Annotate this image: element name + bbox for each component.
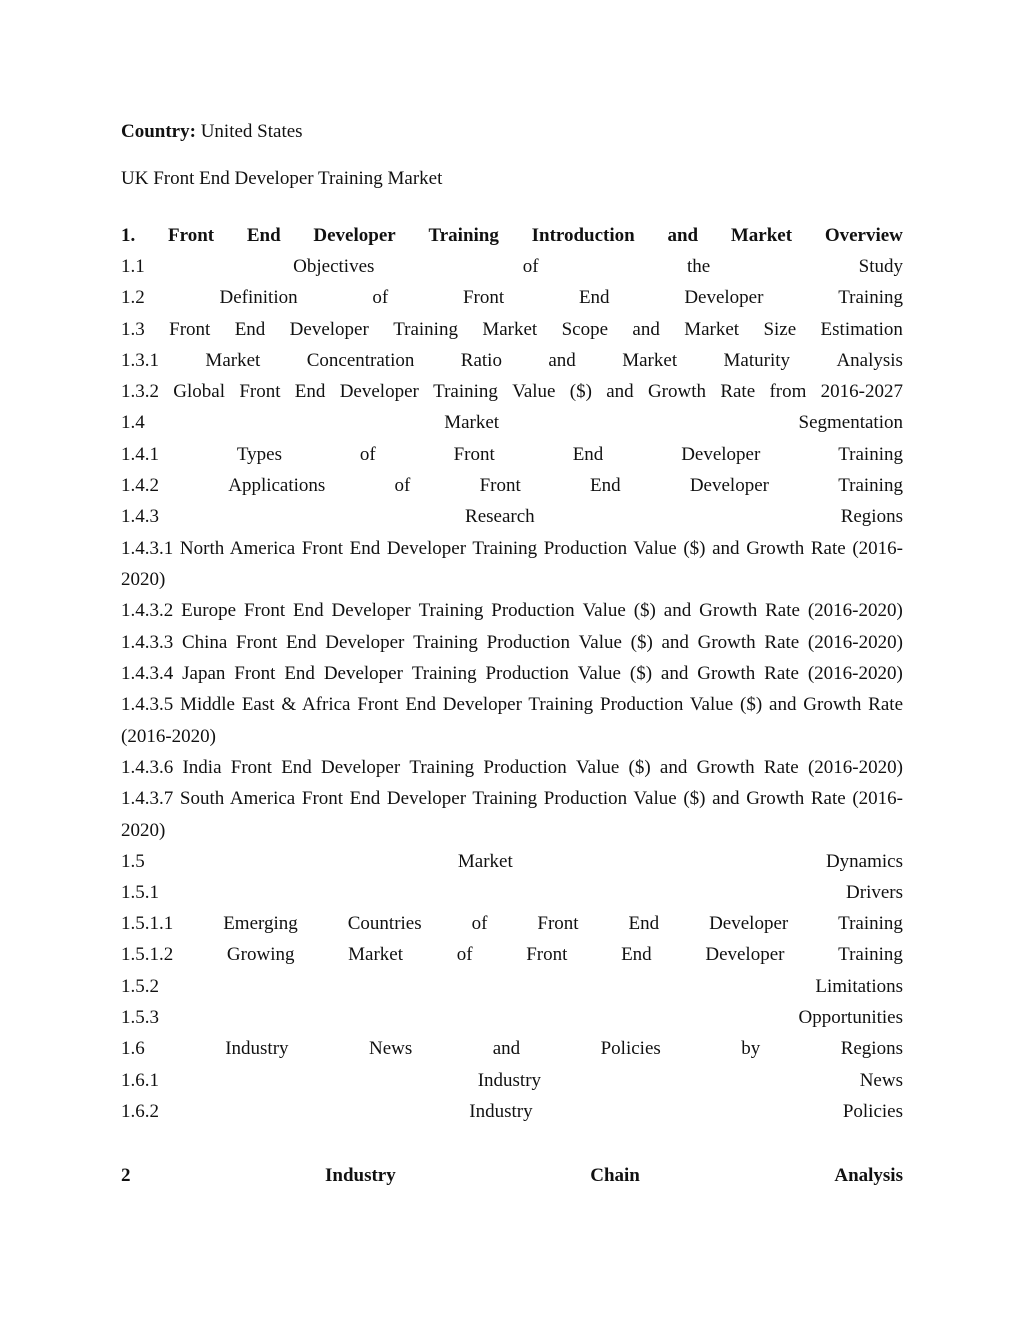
toc-word: Types — [236, 443, 282, 465]
toc-word: Market — [205, 349, 261, 371]
toc-word: End — [246, 224, 281, 246]
toc-word: Market — [622, 349, 678, 371]
toc-word: News — [859, 1069, 903, 1091]
toc-word: 1.5.1.2 — [121, 944, 174, 966]
toc-word: 1.4.3.6 — [121, 756, 174, 778]
toc-word: China — [181, 631, 228, 653]
toc-word: 1. — [121, 224, 136, 246]
toc-word: Developer — [339, 381, 419, 403]
toc-word: Size — [763, 318, 797, 340]
toc-entry-1-4-3-1: 1.4.3.1 North America Front End Developer Training Production Value ($) and Growth Rate (2016-2020) — [121, 537, 903, 591]
toc-word: (2016-2020) — [807, 662, 903, 684]
toc-word: (2016-2020) — [807, 631, 903, 653]
toc-word: Growth — [697, 631, 756, 653]
toc-word: End — [590, 475, 621, 497]
toc-word: Value — [576, 756, 620, 778]
toc-word: Developer — [313, 224, 396, 246]
toc-word: Training — [411, 662, 477, 684]
toc-entry-1-4-3-6 — [121, 752, 903, 783]
toc-word: End — [234, 318, 266, 340]
toc-entry-1-6-2 — [121, 1096, 903, 1127]
toc-word: Global — [173, 381, 226, 403]
toc-word: 1.4 — [121, 412, 145, 434]
toc-word: Training — [838, 443, 903, 465]
toc-word: 1.3.1 — [121, 349, 159, 371]
toc-word: 1.3 — [121, 318, 145, 340]
toc-word: ($) — [630, 631, 653, 653]
toc-word: Definition — [219, 287, 298, 309]
toc-word: of — [522, 255, 539, 277]
toc-entry-1-6 — [121, 1034, 903, 1065]
toc-word: Drivers — [846, 881, 903, 903]
toc-word: and — [632, 318, 660, 340]
toc-word: 1.5.1 — [121, 881, 159, 903]
toc-word: Countries — [347, 913, 422, 935]
toc-entry-1-5-3 — [121, 1002, 903, 1033]
toc-word: ($) — [569, 381, 592, 403]
toc-word: Developer — [331, 600, 411, 622]
toc-word: End — [628, 913, 660, 935]
toc-word: Regions — [840, 506, 903, 528]
toc-entry-1-6-1 — [121, 1065, 903, 1096]
toc-word: Production — [485, 662, 569, 684]
toc-word: (2016-2020) — [807, 600, 903, 622]
toc-word: 1.1 — [121, 255, 145, 277]
toc-word: Rate — [720, 381, 756, 403]
toc-word: Value — [577, 662, 621, 684]
toc-word: Front — [234, 662, 276, 684]
toc-word: and — [667, 224, 699, 246]
toc-word: Market — [444, 412, 500, 434]
toc-word: and — [659, 756, 688, 778]
toc-entry-1-5-1-1 — [121, 909, 903, 940]
toc-word: Front — [230, 756, 272, 778]
toc-word: Front — [537, 913, 579, 935]
toc-word: 1.4.3.3 — [121, 631, 174, 653]
toc-word: Front — [462, 287, 505, 309]
toc-word: and — [661, 631, 689, 653]
market-title: UK Front End Developer Training Market — [121, 168, 443, 189]
toc-entry-1-3-2 — [121, 376, 903, 407]
toc-word: Front — [243, 600, 286, 622]
toc-word: Policies — [842, 1100, 903, 1122]
toc-word: Value — [582, 600, 626, 622]
toc-word: 1.6.2 — [121, 1100, 159, 1122]
country-value: United States — [200, 121, 303, 142]
toc-word: Developer — [323, 662, 403, 684]
toc-word: Developer — [321, 756, 401, 778]
toc-word: Training — [433, 381, 498, 403]
toc-word: and — [663, 600, 692, 622]
toc-word: 1.6.1 — [121, 1069, 159, 1091]
toc-word: End — [294, 381, 326, 403]
toc-entry-1-4 — [121, 408, 903, 439]
toc-word: ($) — [633, 600, 656, 622]
toc-entry-1-4-2 — [121, 470, 903, 501]
toc-word: Opportunities — [798, 1007, 903, 1029]
toc-word: Market — [730, 224, 793, 246]
toc-word: Introduction — [531, 224, 635, 246]
toc-entry-1-4-3-3 — [121, 627, 903, 658]
toc-word: Limitations — [815, 975, 903, 997]
toc-word: Front — [236, 631, 278, 653]
toc-word: Growing — [226, 944, 295, 966]
toc-word: of — [456, 944, 473, 966]
toc-word: and — [548, 349, 576, 371]
toc-word: Industry — [225, 1038, 289, 1060]
toc-word: Segmentation — [798, 412, 903, 434]
toc-entry-1-5-1 — [121, 877, 903, 908]
toc-word: 1.2 — [121, 287, 145, 309]
toc-word: Front — [239, 381, 281, 403]
toc-word: Front — [453, 443, 495, 465]
toc-entry-1-4-3 — [121, 502, 903, 533]
country-label: Country: — [121, 121, 196, 142]
toc-entry-1-5 — [121, 846, 903, 877]
toc-word: 1.4.3.2 — [121, 600, 174, 622]
toc-word: Developer — [681, 443, 761, 465]
toc-word: Growth — [647, 381, 707, 403]
toc-entry-1-2 — [121, 283, 903, 314]
toc-word: Training — [413, 631, 478, 653]
toc-word: End — [578, 287, 610, 309]
toc-word: 1.5.2 — [121, 975, 159, 997]
toc-section-2 — [121, 1160, 903, 1191]
toc-word: Growth — [697, 662, 756, 684]
toc-word: Rate — [765, 600, 800, 622]
toc-entry-1-3 — [121, 314, 903, 345]
toc-word: Rate — [764, 631, 800, 653]
toc-word: Developer — [709, 913, 789, 935]
country-line — [121, 120, 303, 144]
toc-word: Front — [479, 475, 521, 497]
toc-word: Training — [409, 756, 475, 778]
toc-word: End — [281, 756, 312, 778]
toc-entry-1-4-3-2 — [121, 596, 903, 627]
toc-word: the — [687, 255, 711, 277]
toc-entry-1-4-3-7: 1.4.3.7 South America Front End Developer Training Production Value ($) and Growth Rate (2016-2020) — [121, 788, 903, 841]
toc-word: 1.4.3 — [121, 506, 159, 528]
toc-entry-1-5-2 — [121, 971, 903, 1002]
toc-word: Market — [482, 318, 538, 340]
toc-word: of — [372, 287, 389, 309]
toc-word: Japan — [182, 662, 226, 684]
toc-word: Maturity — [723, 349, 791, 371]
toc-word: End — [293, 600, 324, 622]
toc-word: Europe — [181, 600, 237, 622]
toc-word: Production — [491, 600, 575, 622]
toc-word: Developer — [689, 475, 769, 497]
toc-word: Chain — [590, 1164, 640, 1186]
toc-word: Rate — [763, 756, 799, 778]
toc-word: Front — [169, 318, 211, 340]
toc-entry-1-5-1-2 — [121, 940, 903, 971]
toc-word: Developer — [289, 318, 369, 340]
toc-word: and — [660, 662, 689, 684]
toc-word: of — [359, 443, 376, 465]
table-of-contents — [121, 220, 903, 1128]
toc-entry-1-1 — [121, 251, 903, 282]
toc-word: Front — [168, 224, 215, 246]
toc-word: News — [368, 1038, 413, 1060]
toc-word: Value — [578, 631, 622, 653]
toc-word: Developer — [325, 631, 405, 653]
toc-word: Training — [838, 287, 903, 309]
toc-entry-2 — [121, 1160, 903, 1191]
toc-word: Concentration — [306, 349, 415, 371]
toc-word: Training — [838, 944, 903, 966]
toc-word: Overview — [824, 224, 903, 246]
toc-word: Scope — [561, 318, 609, 340]
toc-word: Value — [512, 381, 556, 403]
toc-word: Estimation — [820, 318, 903, 340]
toc-word: of — [471, 913, 488, 935]
toc-entry-1-3-1 — [121, 345, 903, 376]
toc-word: Training — [838, 913, 903, 935]
toc-word: 1.4.3.4 — [121, 662, 174, 684]
toc-word: 1.3.2 — [121, 381, 159, 403]
toc-word: 2016-2027 — [820, 381, 903, 403]
toc-word: by — [741, 1038, 761, 1060]
toc-word: of — [394, 475, 411, 497]
toc-word: Rate — [764, 662, 799, 684]
toc-word: 1.4.1 — [121, 443, 159, 465]
toc-word: Developer — [705, 944, 785, 966]
toc-word: 1.4.2 — [121, 475, 159, 497]
toc-word: Front — [526, 944, 568, 966]
toc-entry-1-4-1 — [121, 439, 903, 470]
toc-word: ($) — [628, 756, 651, 778]
toc-word: Research — [465, 506, 535, 528]
toc-word: Production — [486, 631, 570, 653]
toc-word: Growth — [696, 756, 755, 778]
toc-word: Dynamics — [825, 850, 903, 872]
toc-word: End — [284, 662, 315, 684]
toc-word: 1.6 — [121, 1038, 145, 1060]
toc-word: Training — [393, 318, 458, 340]
toc-word: Industry — [477, 1069, 542, 1091]
toc-word: 1.5.1.1 — [121, 913, 174, 935]
toc-word: Industry — [324, 1164, 396, 1186]
toc-word: Industry — [469, 1100, 533, 1122]
toc-word: Market — [457, 850, 513, 872]
toc-word: Analysis — [836, 349, 903, 371]
toc-word: India — [182, 756, 222, 778]
toc-word: End — [621, 944, 652, 966]
toc-word: Growth — [699, 600, 758, 622]
toc-word: Market — [348, 944, 404, 966]
toc-word: and — [606, 381, 634, 403]
toc-word: 2 — [121, 1164, 131, 1186]
toc-word: Training — [838, 475, 903, 497]
toc-word: 1.5 — [121, 850, 145, 872]
toc-word: End — [285, 631, 317, 653]
toc-word: ($) — [629, 662, 653, 684]
toc-word: Analysis — [834, 1164, 903, 1186]
toc-word: (2016-2020) — [807, 756, 903, 778]
toc-word: Study — [858, 255, 903, 277]
toc-word: Production — [483, 756, 567, 778]
toc-word: Training — [428, 224, 499, 246]
toc-word: 1.5.3 — [121, 1007, 159, 1029]
toc-word: Policies — [600, 1038, 661, 1060]
toc-word: Applications — [228, 475, 326, 497]
toc-word: Ratio — [460, 349, 502, 371]
toc-word: Emerging — [223, 913, 298, 935]
toc-entry-1 — [121, 220, 903, 251]
toc-word: Training — [418, 600, 484, 622]
toc-word: Objectives — [293, 255, 375, 277]
toc-word: and — [492, 1038, 521, 1060]
toc-word: Regions — [840, 1038, 903, 1060]
toc-word: from — [769, 381, 807, 403]
toc-entry-1-4-3-4 — [121, 658, 903, 689]
toc-entry-1-4-3-5: 1.4.3.5 Middle East & Africa Front End Developer Training Production Value ($) and Growth Rate (2016-2020) — [121, 694, 903, 747]
toc-word: Developer — [684, 287, 764, 309]
toc-word: End — [572, 443, 604, 465]
toc-word: Market — [684, 318, 740, 340]
